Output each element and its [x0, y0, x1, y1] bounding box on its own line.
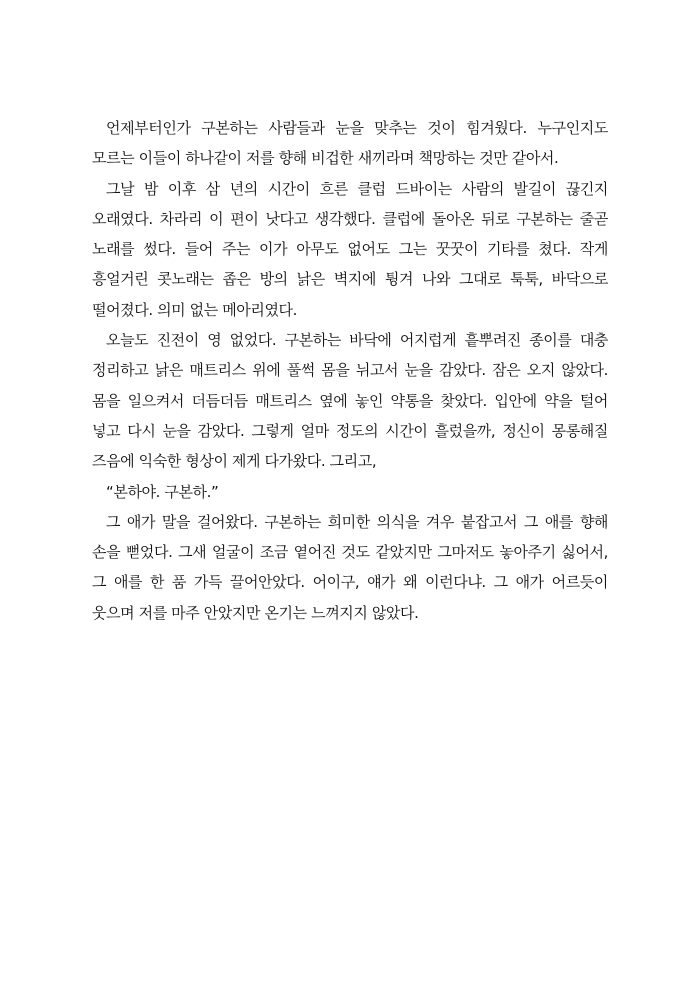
paragraph-3: 오늘도 진전이 영 없었다. 구본하는 바닥에 어지럽게 흩뿌려진 종이를 대충 정리하고 낡은 매트리스 위에 풀썩 몸을 뉘고서 눈을 감았다. 잠은 오지 않았다. 몸을 일으켜서 더듬더듬 매트리스 옆에 놓인 약통을 찾았다. 입안에 약을 털어 넣고 다시 눈을 감았다. 그렇게 얼마 정도의 시간이 흘렀을까, 정신이 몽롱해질 즈음에 익숙한 형상이 제게 다가왔다. 그리고,	[92, 331, 608, 471]
paragraph-5: 그 애가 말을 걸어왔다. 구본하는 희미한 의식을 겨우 붙잡고서 그 애를 향해 손을 뻗었다. 그새 얼굴이 조금 옅어진 것도 같았지만 그마저도 놓아주기 싫어서, 그 애를 한 품 가득 끌어안았다. 어이구, 얘가 왜 이런다냐. 그 애가 어르듯이 웃으며 저를 마주 안았지만 온기는 느껴지지 않았다.	[92, 512, 608, 622]
body-text	[92, 113, 608, 628]
dialogue-line: “본하야. 구본하.”	[106, 482, 219, 501]
paragraph-2: 그날 밤 이후 삼 년의 시간이 흐른 클럽 드바이는 사람의 발길이 끊긴지 오래였다. 차라리 이 편이 낫다고 생각했다. 클럽에 돌아온 뒤로 구본하는 줄곧 노래를 썼다. 들어 주는 이가 아무도 없어도 그는 꿋꿋이 기타를 쳤다. 작게 흥얼거린 콧노래는 좁은 방의 낡은 벽지에 튕겨 나와 그대로 툭툭, 바닥으로 떨어졌다. 의미 없는 메아리였다.	[92, 179, 608, 319]
paragraph-1: 언제부터인가 구본하는 사람들과 눈을 맞추는 것이 힘겨웠다. 누구인지도 모르는 이들이 하나같이 저를 향해 비겁한 새끼라며 책망하는 것만 같아서.	[92, 119, 608, 168]
